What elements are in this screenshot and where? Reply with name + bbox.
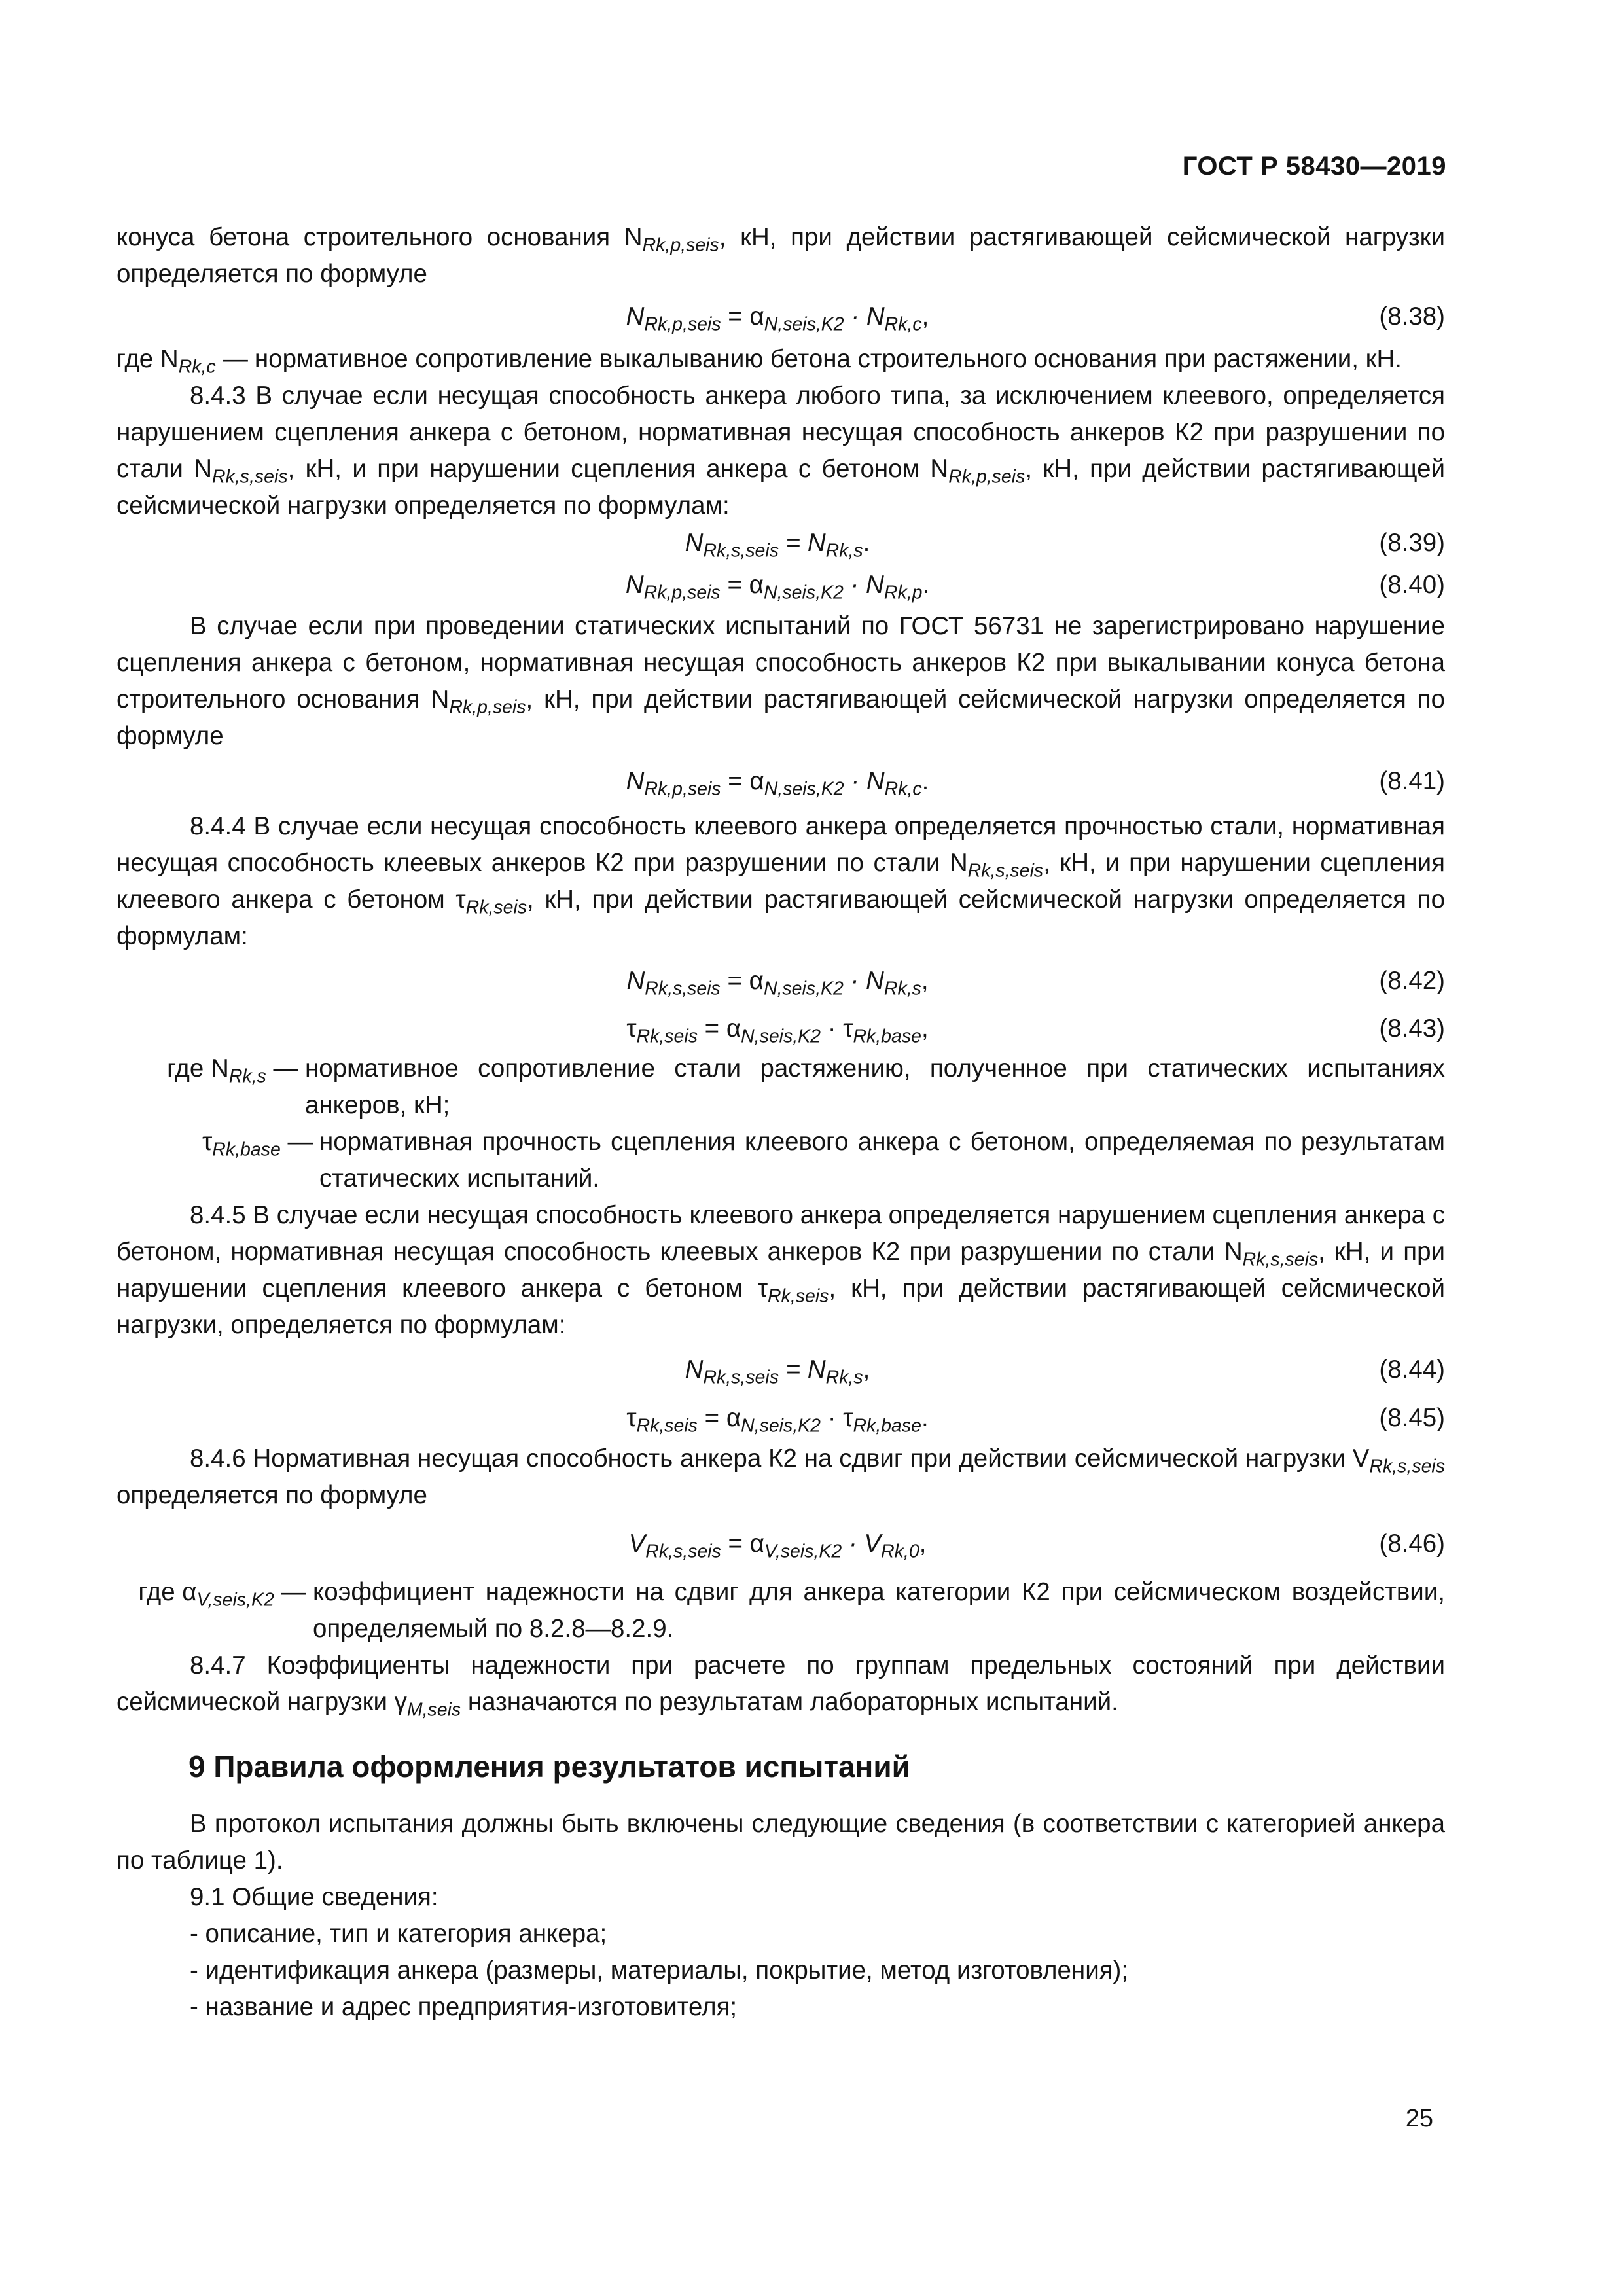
paragraph-8-4-3: 8.4.3 В случае если несущая способность анкера любого типа, за исключением клеевого, определяется нарушением сцепления анкера с бетоном, нормативная несущая способность анкеров К2 при разрушении по стали $N_{Rk,s,seis}$, кН, и при нарушении сцепления анкера с бетоном $N_{Rk,p,seis}$, кН, при действии растягивающей сейсмической нагрузки определяется по формулам: [116, 382, 1445, 520]
equation-number: (8.42) [1379, 967, 1445, 995]
equation-8-46: $V_{Rk,s,seis} = \alpha_{V,seis,K2} \cdot V_{Rk,0}$, (8.46) [116, 1514, 1445, 1574]
where-8-46: где $\alpha_{V,seis,K2}$ — коэффициент надежности на сдвиг для анкера категории К2 при сейсмическом воздействии, определяемый по 8.2.8—8.2.9. [138, 1578, 1445, 1643]
equation-8-43: $\tau_{Rk,seis} = \alpha_{N,seis,K2} \cdot \tau_{Rk,base}$, (8.43) [116, 1007, 1445, 1050]
equation-number: (8.39) [1379, 529, 1445, 557]
equation-8-44: $N_{Rk,s,seis} = N_{Rk,s}$, (8.44) [116, 1344, 1445, 1396]
paragraph-8-4-7: 8.4.7 Коэффициенты надежности при расчете по группам предельных состояний при действии сейсмической нагрузки $\gamma_{M,seis}$ назначаются по результатам лабораторных испытаний. [116, 1651, 1445, 1721]
equation-8-41: $N_{Rk,p,seis} = \alpha_{N,seis,K2} \cdot N_{Rk,c}$. (8.41) [116, 755, 1445, 808]
equation-number: (8.45) [1379, 1404, 1445, 1432]
equation-number: (8.40) [1379, 571, 1445, 599]
equation-number: (8.41) [1379, 767, 1445, 795]
equation-8-40: $N_{Rk,p,seis} = \alpha_{N,seis,K2} \cdot N_{Rk,p}$. (8.40) [116, 562, 1445, 608]
equation-8-38: $N_{Rk,p,seis} = \alpha_{N,seis,K2} \cdot N_{Rk,c}$, (8.38) [116, 293, 1445, 341]
paragraph-cone-intro: конуса бетона строительного основания $N_{Rk,p,seis}$, кН, при действии растягивающей сейсмической нагрузки определяется по формуле [116, 223, 1446, 288]
page-number: 25 [1405, 2105, 1433, 2132]
paragraph-8-4-4: 8.4.4 В случае если несущая способность клеевого анкера определяется прочностью стали, нормативная несущая способность клеевых анкеров К2 при разрушении по стали $N_{Rk,s,seis}$, кН, и при нарушении сцепления клеевого анкера с бетоном $\tau_{Rk,seis}$, кН, при действии растягивающей сейсмической нагрузки определяется по формулам: [116, 812, 1445, 950]
paragraph-static-tests: В случае если при проведении статических испытаний по ГОСТ 56731 не зарегистрировано нарушение сцепления анкера с бетоном, нормативная несущая способность анкеров К2 при выкалывании конуса бетона строительного основания $N_{Rk,p,seis}$, кН, при действии растягивающей сейсмической нагрузки определяется по формуле [116, 612, 1446, 750]
where-8-43-a: где $N_{Rk,s}$ — нормативное сопротивление стали растяжению, полученное при статических испытаниях анкеров, кН; [167, 1054, 1445, 1119]
where-8-43-b: $\tau_{Rk,base}$ — нормативная прочность сцепления клеевого анкера с бетоном, определяемая по результатам статических испытаний. [202, 1128, 1445, 1193]
list-item: - название и адрес предприятия-изготовителя; [190, 1993, 738, 2021]
document-header: ГОСТ Р 58430—2019 [1182, 152, 1446, 181]
list-item: - идентификация анкера (размеры, материалы, покрытие, метод изготовления); [190, 1956, 1129, 1984]
equation-8-42: $N_{Rk,s,seis} = \alpha_{N,seis,K2} \cdot N_{Rk,s}$, (8.42) [116, 955, 1445, 1007]
paragraph-9-intro: В протокол испытания должны быть включены следующие сведения (в соответствии с категорией анкера по таблице 1). [116, 1810, 1445, 1874]
list-item: - описание, тип и категория анкера; [190, 1920, 607, 1948]
where-8-38: где $N_{Rk,c}$ — нормативное сопротивление выкалыванию бетона строительного основания при растяжении, кН. [116, 345, 1402, 378]
paragraph-9-1: 9.1 Общие сведения: [190, 1883, 438, 1911]
equation-number: (8.38) [1379, 302, 1445, 331]
equation-8-39: $N_{Rk,s,seis} = N_{Rk,s}$. (8.39) [116, 524, 1445, 562]
section-9-heading: 9 Правила оформления результатов испытаний [188, 1749, 910, 1784]
equation-8-45: $\tau_{Rk,seis} = \alpha_{N,seis,K2} \cdot \tau_{Rk,base}$. (8.45) [116, 1396, 1445, 1441]
equation-number: (8.43) [1379, 1014, 1445, 1043]
paragraph-8-4-6: 8.4.6 Нормативная несущая способность анкера К2 на сдвиг при действии сейсмической нагрузки $V_{Rk,s,seis}$ определяется по формуле [116, 1444, 1445, 1509]
document-body [116, 219, 1445, 2026]
paragraph-8-4-5: 8.4.5 В случае если несущая способность клеевого анкера определяется нарушением сцепления анкера с бетоном, нормативная несущая способность клеевых анкеров К2 при разрушении по стали $N_{Rk,s,seis}$, кН, и при нарушении сцепления клеевого анкера с бетоном $\tau_{Rk,seis}$, кН, при действии растягивающей сейсмической нагрузки, определяется по формулам: [116, 1201, 1446, 1339]
equation-number: (8.44) [1379, 1355, 1445, 1384]
equation-number: (8.46) [1379, 1530, 1445, 1558]
